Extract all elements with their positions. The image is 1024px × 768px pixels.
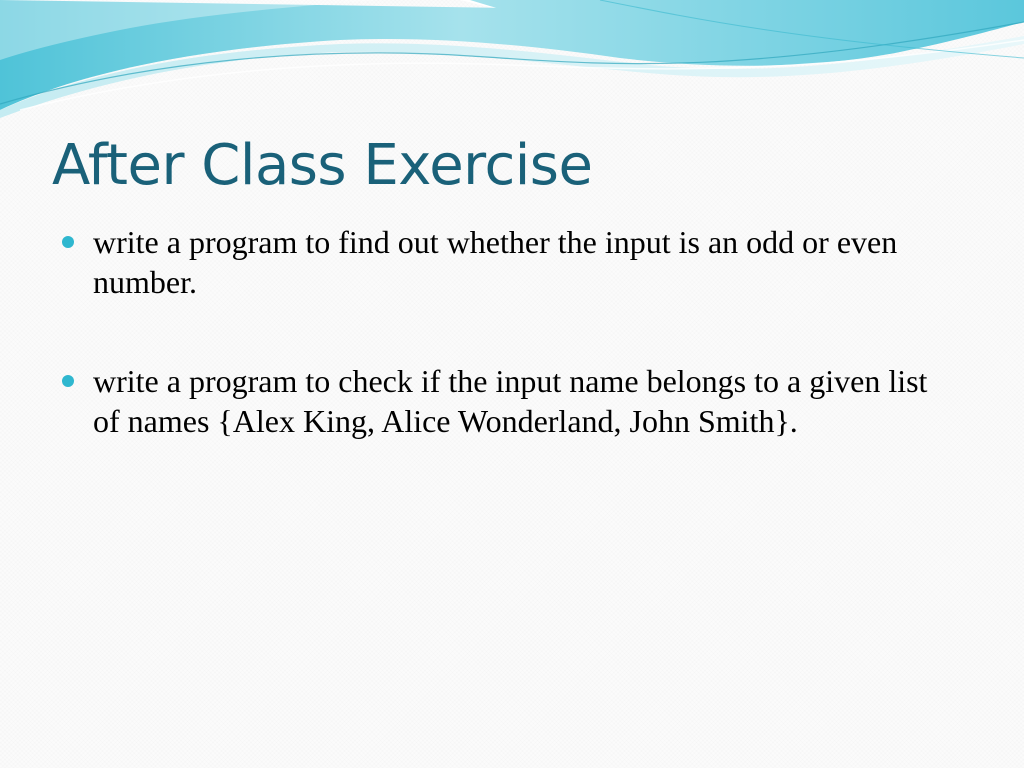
wave-header-decoration [0,0,1024,120]
slide-title: After Class Exercise [52,133,593,198]
list-item [62,222,952,302]
filled-circle-bullet-icon [62,375,74,387]
bullet-list [62,222,952,441]
list-item [62,361,952,441]
bullet-text: write a program to check if the input name belongs to a given list of names {Alex King, Alice Wonderland, John Smith}. [93,363,928,439]
bullet-text: write a program to find out whether the input is an odd or even number. [93,224,898,300]
filled-circle-bullet-icon [62,236,74,248]
